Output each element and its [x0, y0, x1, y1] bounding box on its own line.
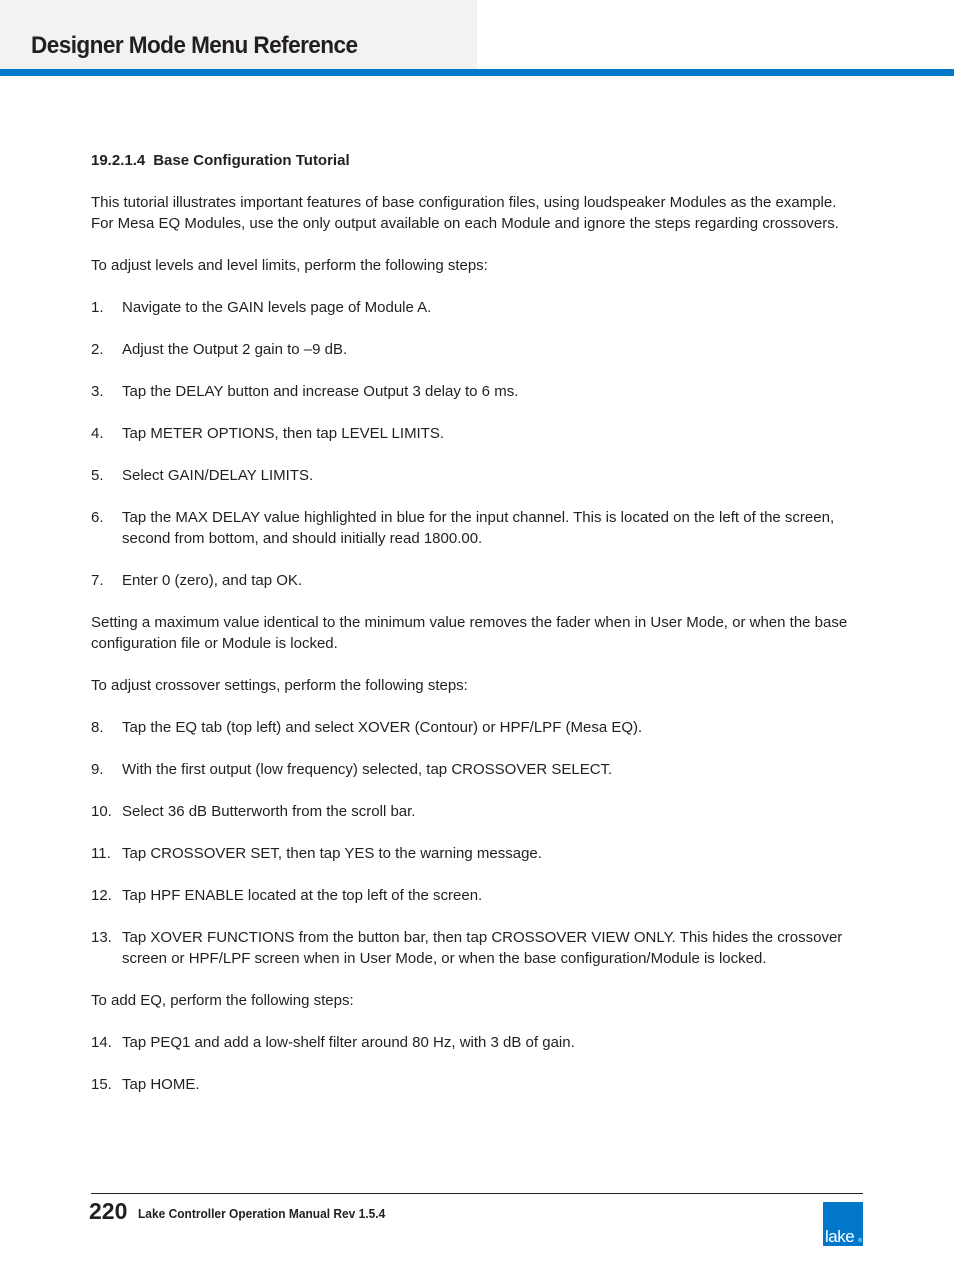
- list-item: [91, 381, 863, 402]
- step-number: 12.: [91, 887, 112, 904]
- step-text: With the first output (low frequency) selected, tap CROSSOVER SELECT.: [122, 761, 613, 778]
- step-text: Select GAIN/DELAY LIMITS.: [122, 467, 314, 484]
- crossover-lead-paragraph: To adjust crossover settings, perform the following steps:: [91, 677, 468, 694]
- step-text: Select 36 dB Butterworth from the scroll bar.: [122, 803, 416, 820]
- step-text: Adjust the Output 2 gain to –9 dB.: [122, 341, 348, 358]
- step-text: Tap the MAX DELAY value highlighted in blue for the input channel. This is located on the left of the screen, second from bottom, and should initially read 1800.00.: [122, 509, 835, 547]
- list-item: [91, 1032, 863, 1053]
- step-number: 4.: [91, 425, 104, 442]
- step-text: Tap CROSSOVER SET, then tap YES to the warning message.: [122, 845, 542, 862]
- page-title: Designer Mode Menu Reference: [31, 32, 358, 59]
- list-item: [91, 507, 863, 549]
- step-text: Enter 0 (zero), and tap OK.: [122, 572, 303, 589]
- page-number: 220: [89, 1198, 128, 1224]
- section-number: 19.2.1.4: [91, 152, 146, 169]
- list-item: [91, 843, 863, 864]
- logo-text: lake: [825, 1227, 855, 1246]
- step-number: 11.: [91, 845, 111, 862]
- fader-note-paragraph: Setting a maximum value identical to the minimum value removes the fader when in User Mode, or when the base configuration file or Module is locked.: [91, 614, 848, 652]
- list-item: [91, 423, 863, 444]
- list-item: [91, 297, 863, 318]
- step-text: Tap the DELAY button and increase Output 3 delay to 6 ms.: [122, 383, 519, 400]
- step-number: 15.: [91, 1076, 112, 1093]
- list-item: [91, 717, 863, 738]
- step-number: 5.: [91, 467, 104, 484]
- list-item: [91, 570, 863, 591]
- header-rule: [0, 69, 954, 76]
- eq-lead-paragraph: To add EQ, perform the following steps:: [91, 992, 354, 1009]
- step-number: 10.: [91, 803, 112, 820]
- list-item: [91, 759, 863, 780]
- levels-lead-paragraph: To adjust levels and level limits, perform the following steps:: [91, 257, 488, 274]
- step-number: 9.: [91, 761, 104, 778]
- step-text: Tap the EQ tab (top left) and select XOVER (Contour) or HPF/LPF (Mesa EQ).: [122, 719, 643, 736]
- step-text: Tap PEQ1 and add a low-shelf filter around 80 Hz, with 3 dB of gain.: [122, 1034, 575, 1051]
- list-item: [91, 339, 863, 360]
- step-text: Tap HOME.: [122, 1076, 200, 1093]
- list-item: [91, 1074, 863, 1095]
- step-text: Tap METER OPTIONS, then tap LEVEL LIMITS.: [122, 425, 445, 442]
- step-number: 7.: [91, 572, 104, 589]
- list-item: [91, 927, 863, 969]
- section-title: Base Configuration Tutorial: [153, 152, 350, 169]
- list-item: [91, 465, 863, 486]
- list-item: [91, 885, 863, 906]
- step-number: 3.: [91, 383, 104, 400]
- footer-rule: [91, 1193, 863, 1194]
- intro-paragraph: This tutorial illustrates important features of base configuration files, using loudspeaker Modules as the example. For Mesa EQ Modules, use the only output available on each Module and ignore the steps regarding crossovers.: [91, 194, 839, 232]
- manual-title: Lake Controller Operation Manual Rev 1.5.4: [138, 1206, 386, 1221]
- step-number: 8.: [91, 719, 104, 736]
- page-content: [91, 150, 863, 1095]
- step-number: 13.: [91, 929, 112, 946]
- step-number: 6.: [91, 509, 104, 526]
- list-item: [91, 801, 863, 822]
- registered-mark-icon: ®: [858, 1238, 862, 1244]
- lake-logo: [823, 1202, 863, 1246]
- section-heading: [91, 150, 863, 171]
- step-text: Navigate to the GAIN levels page of Module A.: [122, 299, 432, 316]
- step-number: 2.: [91, 341, 104, 358]
- step-text: Tap XOVER FUNCTIONS from the button bar, then tap CROSSOVER VIEW ONLY. This hides the crossover screen or HPF/LPF screen when in User Mode, or when the base configuration/Module is locked.: [122, 929, 843, 967]
- step-text: Tap HPF ENABLE located at the top left of the screen.: [122, 887, 483, 904]
- step-number: 1.: [91, 299, 104, 316]
- step-number: 14.: [91, 1034, 112, 1051]
